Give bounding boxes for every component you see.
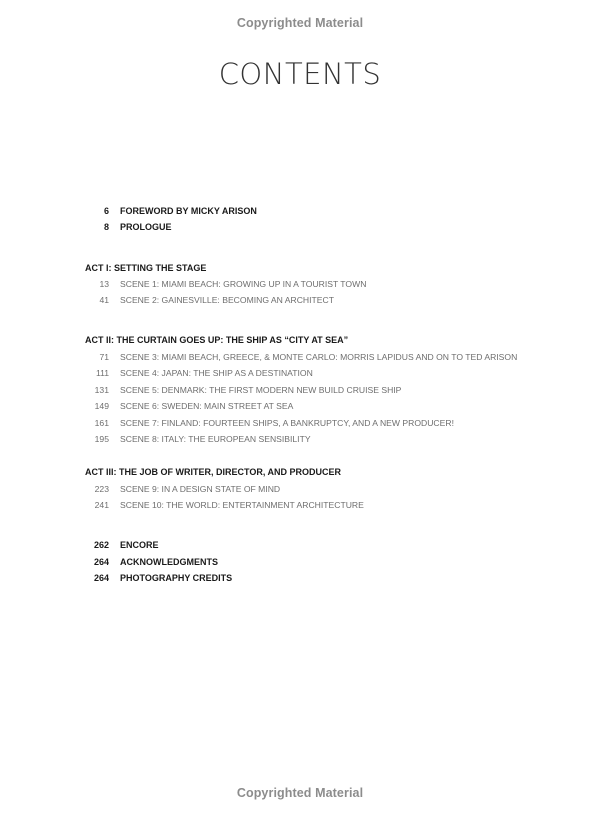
- entry-label: SCENE 4: JAPAN: THE SHIP AS A DESTINATION: [120, 368, 313, 378]
- entry-label: SCENE 8: ITALY: THE EUROPEAN SENSIBILITY: [120, 434, 311, 444]
- act-title: ACT III: THE JOB OF WRITER, DIRECTOR, AND PRODUCER: [85, 467, 342, 477]
- page-number: 262: [93, 540, 109, 550]
- entry-label: SCENE 5: DENMARK: THE FIRST MODERN NEW BUILD CRUISE SHIP: [120, 385, 402, 395]
- entry-label: SCENE 7: FINLAND: FOURTEEN SHIPS, A BANKRUPTCY, AND A NEW PRODUCER!: [120, 418, 454, 428]
- toc-entry-foreword[interactable]: [0, 204, 600, 218]
- page-number: 71: [99, 352, 109, 362]
- page-number: 41: [99, 295, 109, 305]
- entry-label: SCENE 9: IN A DESIGN STATE OF MIND: [120, 484, 281, 494]
- toc-entry-scene-7[interactable]: [0, 416, 600, 430]
- entry-label: FOREWORD BY MICKY ARISON: [120, 206, 257, 216]
- act-heading-3[interactable]: [0, 465, 600, 479]
- copyright-watermark-top: Copyrighted Material: [236, 16, 364, 30]
- toc-entry-photography-credits[interactable]: [0, 571, 600, 585]
- toc-entry-scene-8[interactable]: [0, 432, 600, 446]
- toc-entry-scene-2[interactable]: [0, 293, 600, 307]
- toc-entry-scene-10[interactable]: [0, 498, 600, 512]
- page-number: 8: [103, 222, 109, 232]
- page-number: 111: [95, 368, 109, 378]
- act-heading-2[interactable]: [0, 333, 600, 347]
- copyright-watermark-bottom: Copyrighted Material: [236, 786, 364, 800]
- toc-entry-scene-1[interactable]: [0, 277, 600, 291]
- toc-entry-scene-4[interactable]: [0, 366, 600, 380]
- page-number: 195: [94, 434, 109, 444]
- act-title: ACT II: THE CURTAIN GOES UP: THE SHIP AS “CITY AT SEA”: [85, 335, 349, 345]
- page-number: 6: [103, 206, 109, 216]
- toc-entry-scene-9[interactable]: [0, 482, 600, 496]
- act-heading-1[interactable]: [0, 261, 600, 275]
- toc-entry-scene-5[interactable]: [0, 383, 600, 397]
- page-number: 264: [93, 557, 109, 567]
- entry-label: ACKNOWLEDGMENTS: [120, 557, 218, 567]
- toc-entry-scene-3[interactable]: [0, 350, 600, 364]
- page-number: 264: [93, 573, 109, 583]
- page-number: 13: [99, 279, 109, 289]
- page-number: 223: [94, 484, 109, 494]
- page-number: 241: [94, 500, 109, 510]
- entry-label: ENCORE: [120, 540, 159, 550]
- entry-label: SCENE 10: THE WORLD: ENTERTAINMENT ARCHITECTURE: [120, 500, 364, 510]
- entry-label: PROLOGUE: [120, 222, 172, 232]
- page-title: CONTENTS: [218, 57, 382, 91]
- toc-entry-prologue[interactable]: [0, 220, 600, 234]
- page-number: 149: [94, 401, 109, 411]
- entry-label: PHOTOGRAPHY CREDITS: [120, 573, 233, 583]
- toc-entry-encore[interactable]: [0, 538, 600, 552]
- entry-label: SCENE 2: GAINESVILLE: BECOMING AN ARCHITECT: [120, 295, 334, 305]
- page-number: 131: [94, 385, 109, 395]
- act-title: ACT I: SETTING THE STAGE: [85, 263, 207, 273]
- entry-label: SCENE 6: SWEDEN: MAIN STREET AT SEA: [120, 401, 294, 411]
- page-number: 161: [94, 418, 109, 428]
- toc-entry-scene-6[interactable]: [0, 399, 600, 413]
- entry-label: SCENE 3: MIAMI BEACH, GREECE, & MONTE CARLO: MORRIS LAPIDUS AND ON TO TED ARISON: [120, 352, 518, 362]
- toc-entry-acknowledgments[interactable]: [0, 555, 600, 569]
- entry-label: SCENE 1: MIAMI BEACH: GROWING UP IN A TOURIST TOWN: [120, 279, 367, 289]
